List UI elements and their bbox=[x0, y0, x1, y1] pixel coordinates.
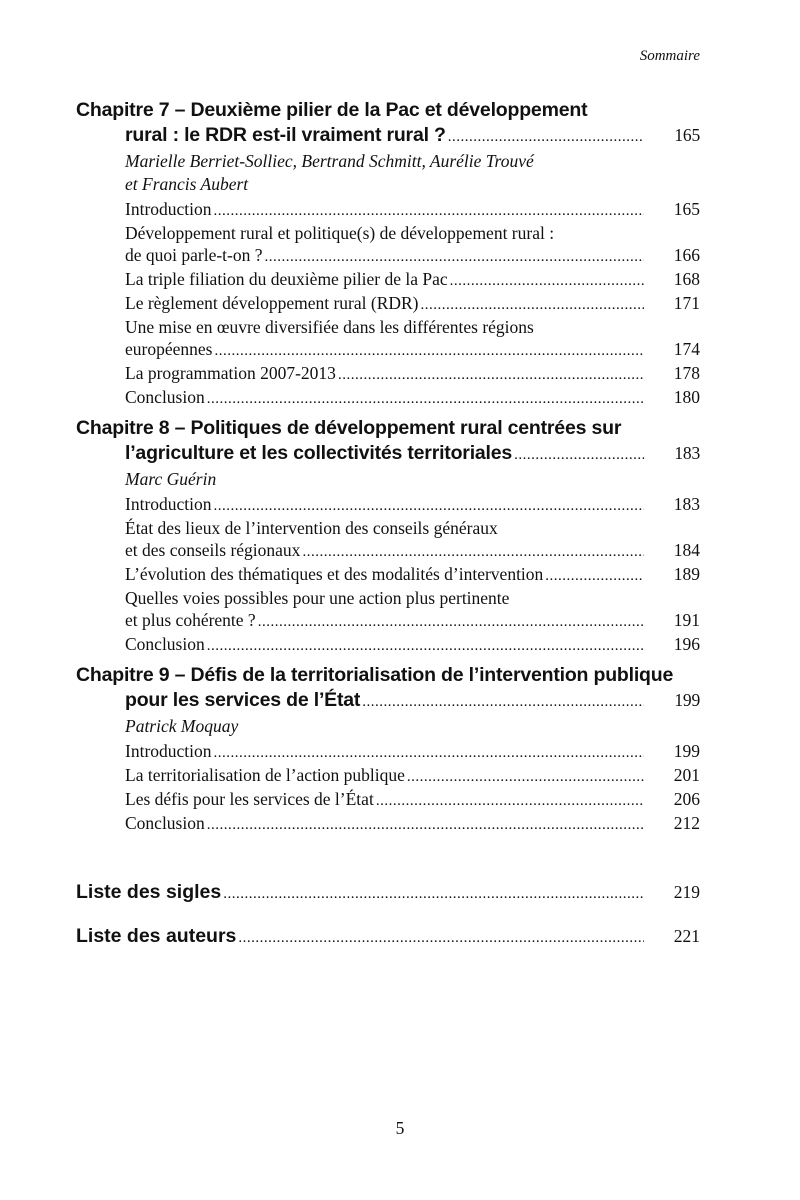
dot-leader bbox=[362, 690, 644, 715]
chapter-title-text: pour les services de l’État bbox=[125, 689, 361, 711]
dot-leader bbox=[448, 125, 644, 150]
dot-leader bbox=[214, 742, 644, 764]
dot-leader bbox=[207, 814, 644, 836]
dot-leader bbox=[214, 340, 644, 362]
toc-entry[interactable]: Introduction ..... 199 bbox=[125, 740, 700, 764]
dot-leader bbox=[407, 766, 644, 788]
section-list bbox=[76, 493, 700, 657]
toc-entry[interactable]: La territorialisation de l’action publique ..... 201 bbox=[125, 764, 700, 788]
toc-entry[interactable]: Le règlement développement rural (RDR) ..... 171 bbox=[125, 292, 700, 316]
dot-leader bbox=[223, 882, 644, 907]
chapter-authors bbox=[76, 468, 700, 491]
list-des-sigles-entry[interactable]: Liste des sigles ..... 219 bbox=[76, 880, 700, 907]
page-ref: 183 bbox=[674, 443, 700, 463]
chapter-9 bbox=[76, 663, 700, 836]
dot-leader bbox=[207, 635, 644, 657]
dot-leader bbox=[265, 246, 644, 268]
toc-entry[interactable]: Introduction ..... 165 bbox=[125, 198, 700, 222]
dot-leader bbox=[421, 294, 644, 316]
toc-entry[interactable]: Conclusion ..... 212 bbox=[125, 812, 700, 836]
chapter-7 bbox=[76, 98, 700, 410]
table-of-contents bbox=[76, 98, 700, 951]
dot-leader bbox=[238, 926, 644, 951]
chapter-authors bbox=[76, 715, 700, 738]
page-number: 5 bbox=[395, 1118, 405, 1138]
dot-leader bbox=[338, 364, 644, 386]
dot-leader bbox=[376, 790, 644, 812]
toc-entry[interactable]: Introduction ..... 183 bbox=[125, 493, 700, 517]
chapter-title-line bbox=[76, 123, 700, 150]
chapter-title-line: Chapitre 8 – Politiques de développement rural centrées sur bbox=[76, 417, 622, 439]
dot-leader bbox=[214, 495, 644, 517]
page-ref: 199 bbox=[674, 690, 700, 710]
toc-entry[interactable]: Les défis pour les services de l’État ..... 206 bbox=[125, 788, 700, 812]
page-ref: 165 bbox=[674, 125, 700, 145]
chapter-authors bbox=[76, 150, 700, 196]
dot-leader bbox=[514, 443, 644, 468]
toc-entry-multiline[interactable]: Une mise en œuvre diversifiée dans les différentes régions européennes ..... 174 bbox=[125, 316, 700, 362]
dot-leader bbox=[207, 388, 644, 410]
dot-leader bbox=[545, 565, 644, 587]
chapter-8 bbox=[76, 416, 700, 657]
toc-entry[interactable]: La programmation 2007-2013 ..... 178 bbox=[125, 362, 700, 386]
author-line: et Francis Aubert bbox=[125, 174, 249, 194]
dot-leader bbox=[450, 270, 644, 292]
chapter-title-line: Chapitre 7 – Deuxième pilier de la Pac et développement bbox=[76, 99, 588, 121]
chapter-title-line bbox=[76, 688, 700, 715]
running-header: Sommaire bbox=[639, 48, 700, 64]
toc-entry[interactable]: Conclusion ..... 196 bbox=[125, 633, 700, 657]
chapter-title-text: l’agriculture et les collectivités territoriales bbox=[125, 442, 513, 464]
author-line: Patrick Moquay bbox=[125, 716, 239, 736]
chapter-7-title[interactable] bbox=[76, 98, 700, 150]
toc-entry[interactable]: L’évolution des thématiques et des modalités d’intervention ..... 189 bbox=[125, 563, 700, 587]
dot-leader bbox=[258, 611, 644, 633]
chapter-title-line: Chapitre 9 – Défis de la territorialisation de l’intervention publique bbox=[76, 664, 674, 686]
chapter-9-title[interactable] bbox=[76, 663, 700, 715]
toc-entry[interactable]: La triple filiation du deuxième pilier de la Pac ..... 168 bbox=[125, 268, 700, 292]
section-list bbox=[76, 198, 700, 410]
toc-entry-multiline[interactable]: Quelles voies possibles pour une action plus pertinente et plus cohérente ? ..... 191 bbox=[125, 587, 700, 633]
toc-entry-multiline[interactable]: Développement rural et politique(s) de développement rural : de quoi parle-t-on ? ..... 166 bbox=[125, 222, 700, 268]
toc-entry[interactable]: Conclusion ..... 180 bbox=[125, 386, 700, 410]
dot-leader bbox=[214, 200, 644, 222]
chapter-title-text: rural : le RDR est-il vraiment rural ? bbox=[125, 124, 446, 146]
chapter-8-title[interactable] bbox=[76, 416, 700, 468]
toc-entry-multiline[interactable]: État des lieux de l’intervention des conseils généraux et des conseils régionaux ..... 184 bbox=[125, 517, 700, 563]
liste-des-auteurs-entry[interactable]: Liste des auteurs ..... 221 bbox=[76, 924, 700, 951]
author-line: Marc Guérin bbox=[125, 469, 217, 489]
dot-leader bbox=[302, 541, 644, 563]
chapter-title-line bbox=[76, 441, 700, 468]
author-line: Marielle Berriet-Solliec, Bertrand Schmitt, Aurélie Trouvé bbox=[125, 151, 534, 171]
section-list bbox=[76, 740, 700, 836]
